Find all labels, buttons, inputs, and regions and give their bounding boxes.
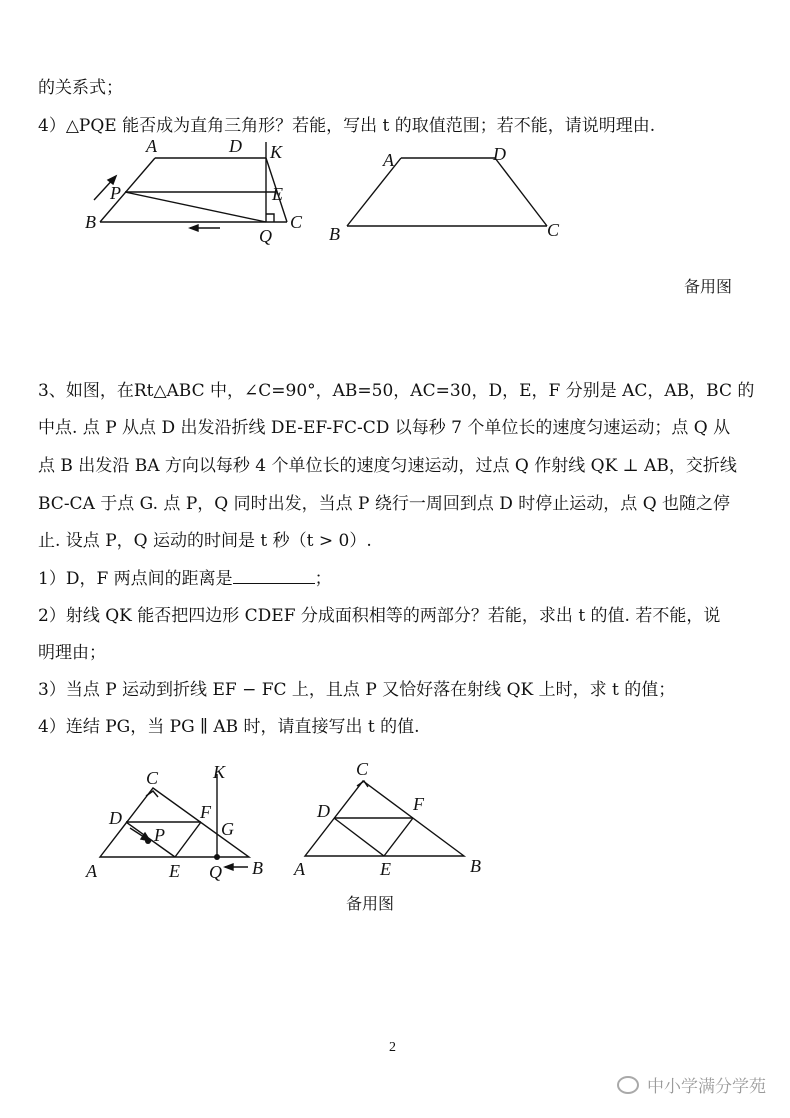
figure-trapezoid-main: [80, 136, 320, 246]
text-line-4: 中点. 点 P 从点 D 出发沿折线 DE-EF-FC-CD 以每秒 7 个单位长的速度匀速运动；点 Q 从: [38, 418, 731, 438]
label-E: E: [169, 861, 180, 881]
label-D: D: [109, 808, 122, 828]
text-line-12: 4）连结 PG，当 PG ∥ AB 时，请直接写出 t 的值.: [38, 717, 420, 737]
label-B: B: [85, 212, 96, 232]
label-A: A: [86, 861, 97, 881]
label-A: A: [294, 859, 305, 879]
text-line-3: 3、如图，在Rt△ABC 中，∠C=90°，AB=50，AC=30，D，E，F 分别是 AC，AB，BC 的: [38, 381, 755, 401]
watermark: [617, 1072, 766, 1097]
text-line-11: 3）当点 P 运动到折线 EF − FC 上，且点 P 又恰好落在射线 QK 上时，求 t 的值；: [38, 680, 676, 700]
text-line-10: 明理由；: [38, 643, 106, 663]
label-K: K: [213, 762, 226, 782]
figure-trapezoid-backup: [325, 140, 575, 250]
watermark-text: 中小学满分学苑: [647, 1077, 766, 1097]
text-line-5: 点 B 出发沿 BA 方向以每秒 4 个单位长的速度匀速运动，过点 Q 作射线 QK ⊥ AB，交折线: [38, 456, 737, 476]
figure-triangle-backup: [287, 760, 497, 885]
label-Q: Q: [209, 862, 222, 882]
label-F: F: [413, 794, 424, 814]
label-A: A: [146, 136, 157, 156]
label-F: F: [200, 802, 211, 822]
label-P: P: [154, 825, 165, 845]
label-C: C: [290, 212, 303, 232]
text-line-9: 2）射线 QK 能否把四边形 CDEF 分成面积相等的两部分？若能，求出 t 的值. 若不能，说: [38, 606, 721, 626]
question-1-text: 1）D，F 两点间的距离是: [38, 569, 233, 589]
label-G: G: [221, 819, 234, 839]
caption-backup-figure: 备用图: [684, 277, 733, 296]
label-C: C: [547, 220, 560, 240]
label-A: A: [383, 150, 394, 170]
label-K: K: [270, 142, 283, 162]
label-B: B: [252, 858, 263, 878]
label-Q: Q: [259, 226, 272, 246]
text-line-7: 止. 设点 P，Q 运动的时间是 t 秒（t > 0）.: [38, 531, 372, 551]
label-P: P: [110, 183, 121, 203]
label-D: D: [317, 801, 330, 821]
page-number: 2: [389, 1040, 396, 1055]
figure-triangle-main: [80, 760, 280, 885]
label-E: E: [380, 859, 391, 879]
label-B: B: [329, 224, 340, 244]
label-B: B: [470, 856, 481, 876]
text-line-1: 的关系式；: [38, 78, 123, 98]
question-1-end: ；: [314, 569, 332, 589]
text-line-6: BC-CA 于点 G. 点 P，Q 同时出发，当点 P 绕行一周回到点 D 时停止运动，点 Q 也随之停: [38, 494, 731, 514]
label-D: D: [229, 136, 242, 156]
question-1: [38, 564, 332, 589]
label-D: D: [493, 144, 506, 164]
text-line-2: 4）△PQE 能否成为直角三角形？若能，写出 t 的取值范围；若不能，请说明理由.: [38, 116, 656, 136]
label-C: C: [356, 759, 369, 779]
caption-backup-figure-2: 备用图: [346, 894, 395, 913]
wechat-icon: [617, 1076, 639, 1094]
answer-blank: [233, 569, 315, 584]
label-C: C: [146, 768, 159, 788]
label-E: E: [272, 184, 283, 204]
